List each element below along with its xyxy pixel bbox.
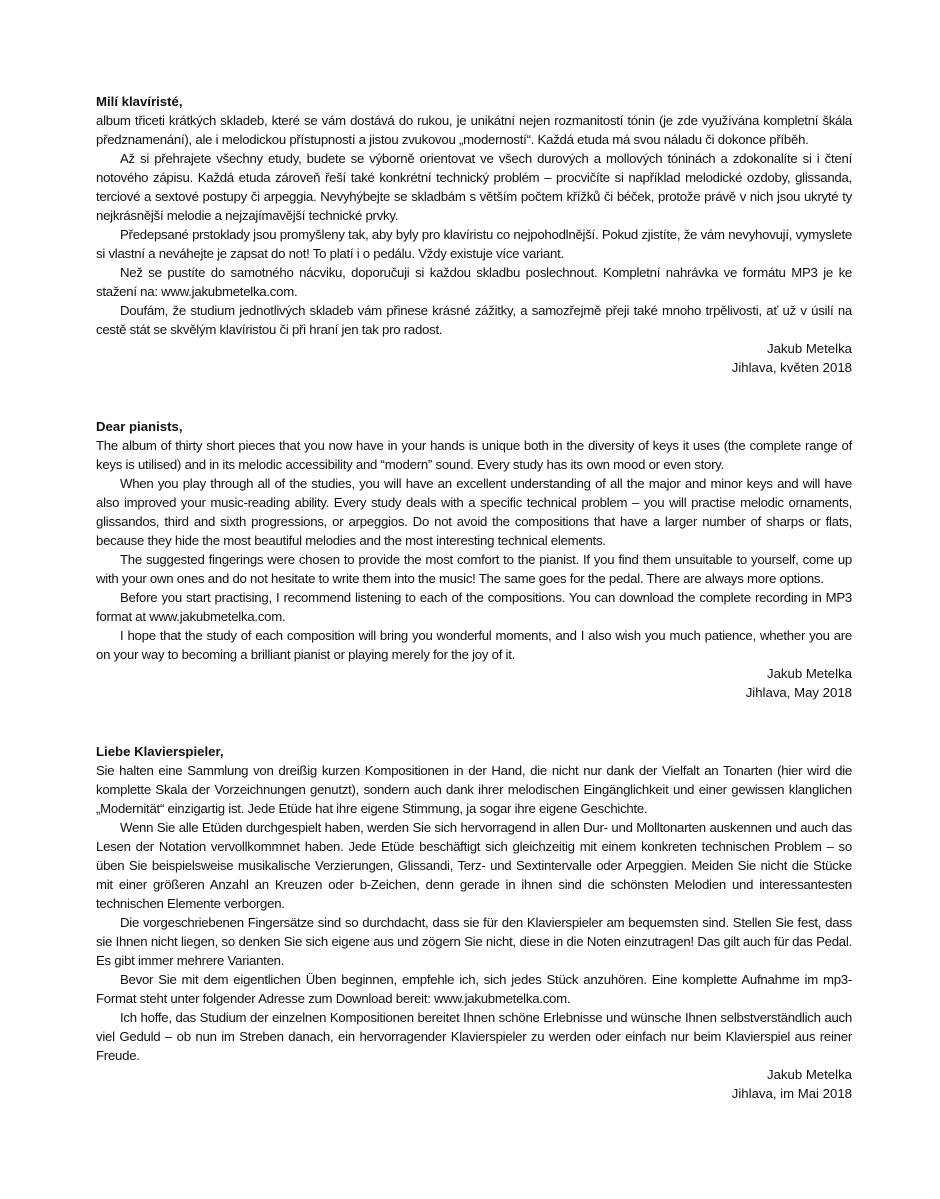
paragraph: Before you start practising, I recommend listening to each of the compositions. You can download the complete recording in MP3 format at www.jakubmetelka.com. [96,590,852,624]
paragraph: Ich hoffe, das Studium der einzelnen Kompositionen bereitet Ihnen schöne Erlebnisse und wünsche Ihnen selbstverständlich auch viel Geduld – ob nun im Streben danach, ein hervorragender Klavierspieler zu werden oder einfach nur beim Klavierspiel aus reiner Freude. [96,1010,852,1063]
paragraph: Wenn Sie alle Etüden durchgespielt haben, werden Sie sich hervorragend in allen Dur- und Molltonarten auskennen und auch das Lesen der Notation vervollkommnet haben. Jede Etüde beschäftigt sich gleichzeitig mit einem konkreten technischen Problem – so üben Sie beispielsweise musikalische Verzierungen, Glissandi, Terz- und Sextintervalle oder Arpeggien. Meiden Sie nicht die Stücke mit einer größeren Anzahl an Kreuzen oder b-Zeichen, denn gerade in ihnen sind die schönsten Melodien und interessantesten technischen Elemente verborgen. [96,820,852,911]
signature-name: Jakub Metelka [766,1067,852,1082]
paragraph: Předepsané prstoklady jsou promyšleny tak, aby byly pro klavíristu co nejpohodlnější. Pokud zjistíte, že vám nevyhovují, vymyslete si vlastní a neváhejte je zapsat do not! To platí i o pedálu. Vždy existuje více variant. [96,227,852,261]
signature-place-date: Jihlava, květen 2018 [731,360,852,375]
signature-block [96,1065,852,1103]
signature-place-date: Jihlava, im Mai 2018 [731,1086,852,1101]
paragraph: I hope that the study of each composition will bring you wonderful moments, and I also wish you much patience, whether you are on your way to becoming a brilliant pianist or playing merely for the joy of it. [96,628,852,662]
paragraph: Bevor Sie mit dem eigentlichen Üben beginnen, empfehle ich, sich jedes Stück anzuhören. Eine komplette Aufnahme im mp3-Format steht unter folgender Adresse zum Download bereit: www.jakubmetelka.com. [96,972,852,1006]
signature-block [96,339,852,377]
section-german [96,742,852,1103]
paragraph: album třiceti krátkých skladeb, které se vám dostává do rukou, je unikátní nejen rozmanitostí tónin (je zde využívána kompletní škála předznamenání), ale i melodickou přístupností a jistou zvukovou „moderností“. Každá etuda má svou náladu či dokonce příběh. [96,113,852,147]
section-greeting: Liebe Klavierspieler, [96,744,224,759]
document-page [96,92,852,1103]
paragraph: Sie halten eine Sammlung von dreißig kurzen Kompositionen in der Hand, die nicht nur dank der Vielfalt an Tonarten (hier wird die komplette Skala der Vorzeichnungen genutzt), sondern auch dank ihrer melodischen Eingänglichkeit und einer gewissen klanglichen „Modernität“ einzigartig ist. Jede Etüde hat ihre eigene Stimmung, ja sogar ihre eigene Geschichte. [96,763,852,816]
paragraph: When you play through all of the studies, you will have an excellent understanding of all the major and minor keys and will have also improved your music-reading ability. Every study deals with a specific technical problem – you will practise melodic ornaments, glissandos, third and sixth progressions, or arpeggios. Do not avoid the compositions that have a larger number of sharps or flats, because they hide the most beautiful melodies and the most interesting technical elements. [96,476,852,548]
paragraph: Die vorgeschriebenen Fingersätze sind so durchdacht, dass sie für den Klavierspieler am bequemsten sind. Stellen Sie fest, dass sie Ihnen nicht liegen, so denken Sie sich eigene aus und zögern Sie nicht, diese in die Noten einzutragen! Das gilt auch für das Pedal. Es gibt immer mehrere Varianten. [96,915,852,968]
section-greeting: Dear pianists, [96,419,183,434]
signature-place-date: Jihlava, May 2018 [745,685,852,700]
section-english [96,417,852,702]
signature-name: Jakub Metelka [766,341,852,356]
paragraph: The suggested fingerings were chosen to provide the most comfort to the pianist. If you find them unsuitable to yourself, come up with your own ones and do not hesitate to write them into the music! The same goes for the pedal. There are always more options. [96,552,852,586]
signature-block [96,664,852,702]
section-greeting: Milí klavíristé, [96,94,183,109]
paragraph: Doufám, že studium jednotlivých skladeb vám přinese krásné zážitky, a samozřejmě přeji také mnoho trpělivosti, ať už v úsilí na cestě stát se skvělým klavíristou či při hraní jen tak pro radost. [96,303,852,337]
signature-name: Jakub Metelka [766,666,852,681]
paragraph: Až si přehrajete všechny etudy, budete se výborně orientovat ve všech durových a mollových tóninách a zdokonalíte si i čtení notového zápisu. Každá etuda zároveň řeší také konkrétní technický problém – procvičíte si například melodické ozdoby, glissanda, terciové a sextové postupy či arpeggia. Nevyhýbejte se skladbám s větším počtem křížků či béček, protože právě v nich jsou ukryté ty nejkrásnější melodie a nejzajímavější technické prvky. [96,151,852,223]
section-czech [96,92,852,377]
paragraph: Než se pustíte do samotného nácviku, doporučuji si každou skladbu poslechnout. Kompletní nahrávka ve formátu MP3 je ke stažení na: www.jakubmetelka.com. [96,265,852,299]
paragraph: The album of thirty short pieces that you now have in your hands is unique both in the diversity of keys it uses (the complete range of keys is utilised) and in its melodic accessibility and “modern” sound. Every study has its own mood or even story. [96,438,852,472]
